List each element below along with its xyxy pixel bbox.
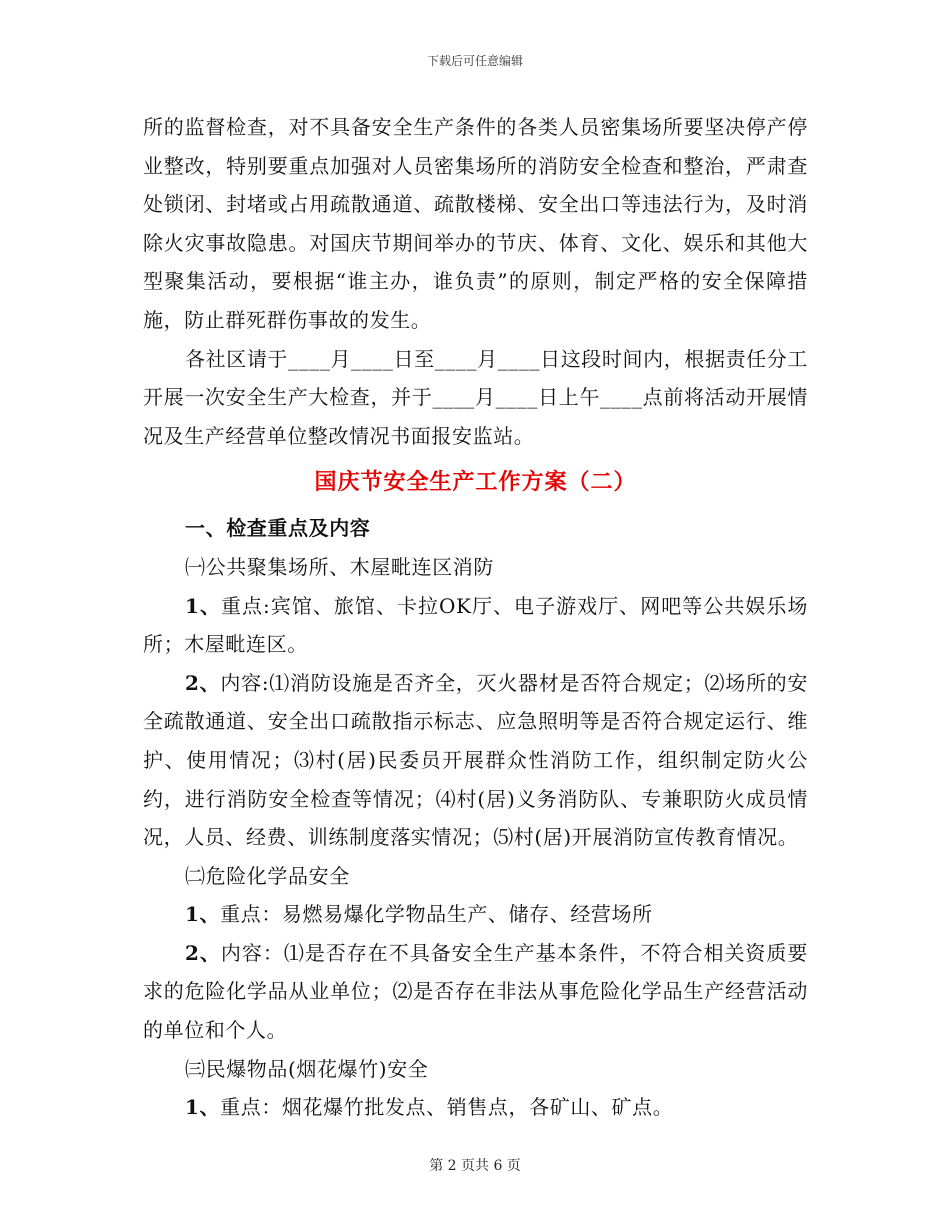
item-text: 内容:⑴消防设施是否齐全，灭火器材是否符合规定；⑵场所的安全疏散通道、安全出口疏散指示标志、应急照明等是否符合规定运行、维护、使用情况；⑶村(居)民委员开展群众性消防工作，组织制定防火公约，进行消防安全检查等情况；⑷村(居)义务消防队、专兼职防火成员情况，人员、经费、训练制度落实情况；⑸村(居)开展消防宣传教育情况。 [143,670,808,850]
subsection-1-key-points [143,587,808,664]
subsection-3-title: ㈢民爆物品(烟花爆竹)安全 [185,1056,429,1081]
item-number: 1、 [185,902,221,927]
item-number: 1、 [185,593,221,618]
item-text: 重点：烟花爆竹批发点、销售点，各矿山、矿点。 [220,1095,674,1120]
paragraph-1: 所的监督检查，对不具备安全生产条件的各类人员密集场所要坚决停产停业整改，特别要重点加强对人员密集场所的消防安全检查和整治，严肃查处锁闭、封堵或占用疏散通道、疏散楼梯、安全出口等违法行为，及时消除火灾事故隐患。对国庆节期间举办的节庆、体育、文化、娱乐和其他大型聚集活动，要根据“谁主办，谁负责”的原则，制定严格的安全保障措施，防止群死群伤事故的发生。 [143,115,808,332]
paragraph-2: 各社区请于____月____日至____月____日这段时间内，根据责任分工开展一次安全生产大检查，并于____月____日上午____点前将活动开展情况及生产经营单位整改情况书面报安监站。 [143,346,808,448]
item-number: 1、 [185,1095,221,1120]
item-text: 重点:宾馆、旅馆、卡拉OK厅、电子游戏厅、网吧等公共娱乐场所；木屋毗连区。 [143,593,808,657]
subsection-3-key-points [143,1088,808,1127]
subsection-2-title: ㈡危险化学品安全 [185,863,350,888]
document-body [143,108,808,1127]
item-text: 重点：易燃易爆化学物品生产、储存、经营场所 [220,902,653,927]
section-title: 国庆节安全生产工作方案（二） [314,469,637,496]
heading-inspection-focus: 一、检查重点及内容 [185,516,371,541]
subsection-1-title: ㈠公共聚集场所、木屋毗连区消防 [185,554,494,579]
page-header: 下载后可任意编辑 [426,54,523,68]
item-text: 内容：⑴是否存在不具备安全生产基本条件，不符合相关资质要求的危险化学品从业单位；⑵是否存在非法从事危险化学品生产经营活动的单位和个人。 [143,940,808,1043]
page-footer: 第 2 页共 6 页 [429,1158,521,1174]
item-number: 2、 [185,940,221,965]
item-number: 2、 [185,670,221,695]
subsection-1-content [143,664,808,857]
subsection-2-content [143,934,808,1050]
subsection-2-key-points [143,895,808,934]
